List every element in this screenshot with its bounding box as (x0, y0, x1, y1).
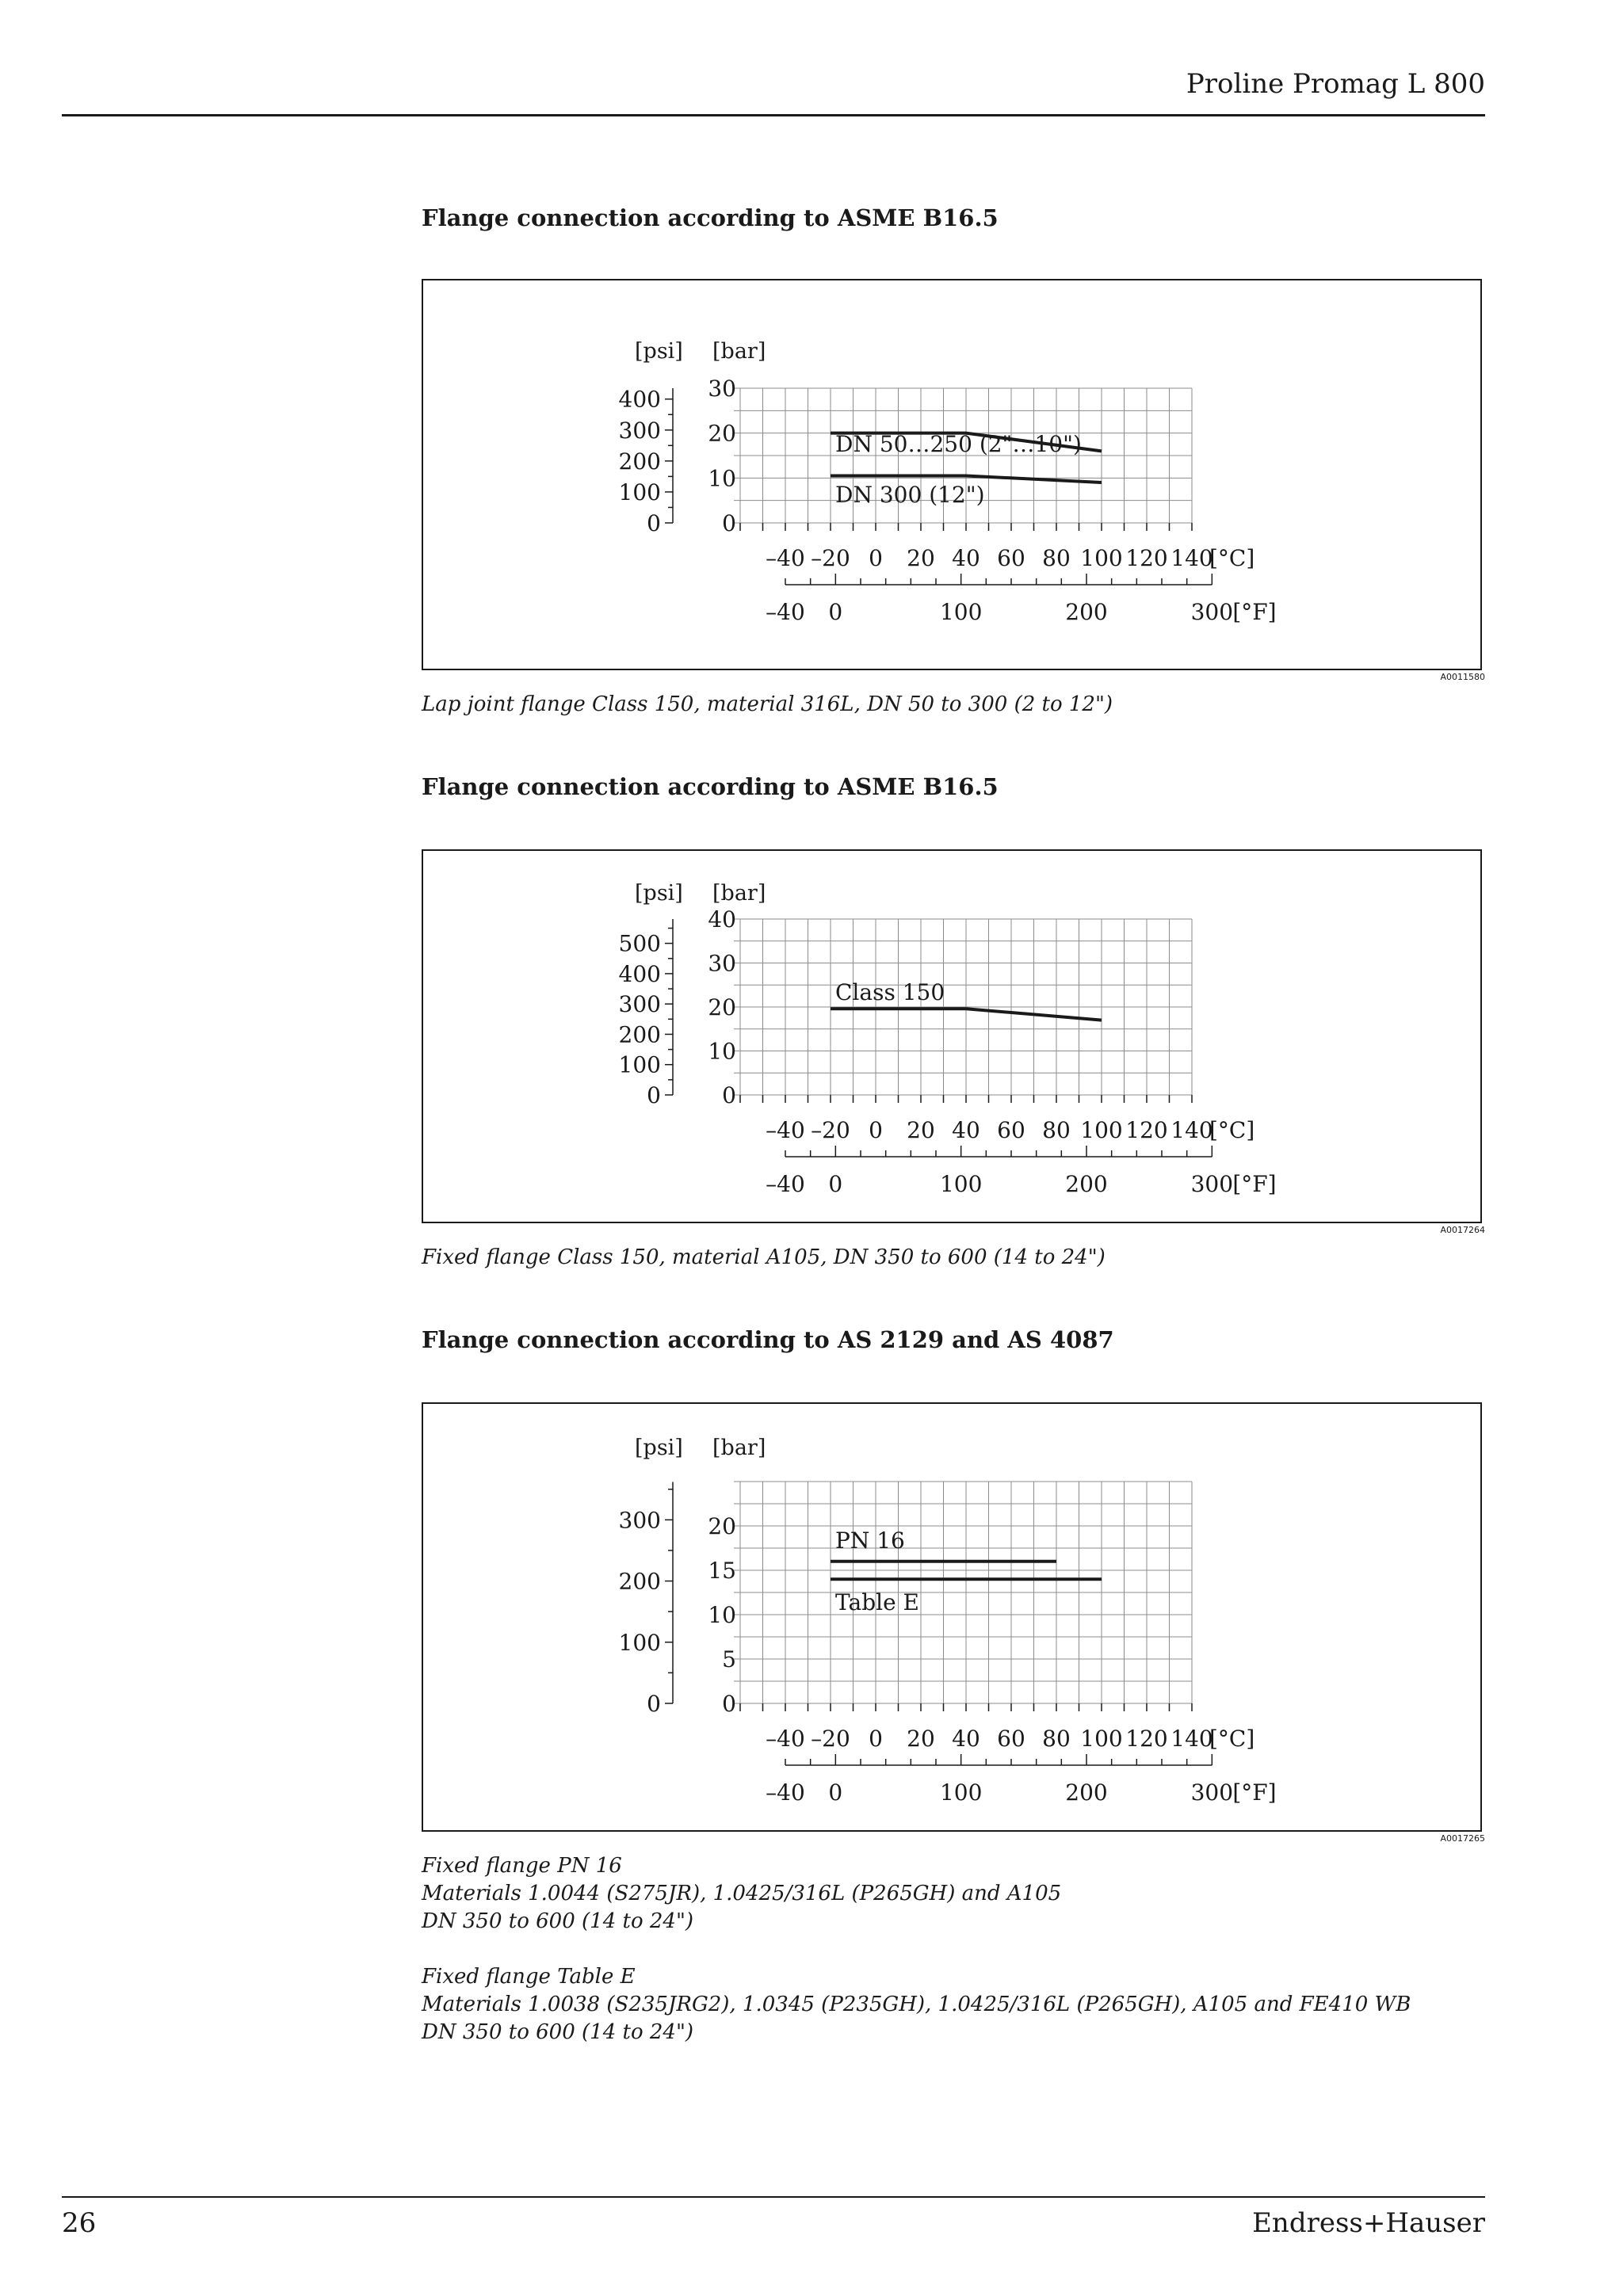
series-label: Class 150 (835, 979, 945, 1005)
psi-unit-label: [psi] (635, 1436, 683, 1460)
bar-tick-label: 5 (722, 1646, 736, 1672)
celsius-tick-label: 60 (997, 1117, 1025, 1143)
bar-tick-label: 20 (708, 1513, 736, 1539)
caption-line: DN 350 to 600 (14 to 24") (422, 1909, 694, 1933)
celsius-unit-label: [°C] (1209, 1117, 1255, 1143)
celsius-tick-label: 60 (997, 1726, 1025, 1752)
caption-line: DN 350 to 600 (14 to 24") (422, 2020, 694, 2044)
series-label: DN 300 (12") (835, 482, 985, 508)
celsius-tick-label: 100 (1080, 545, 1123, 571)
header-rule (62, 114, 1485, 116)
fahrenheit-tick-label: 200 (1065, 1171, 1108, 1197)
figure-frame-3 (422, 1402, 1482, 1832)
celsius-tick-label: 40 (952, 545, 980, 571)
psi-tick-label: 0 (647, 1082, 661, 1108)
celsius-tick-label: 100 (1080, 1117, 1123, 1143)
celsius-tick-label: –40 (766, 1117, 805, 1143)
celsius-tick-label: 20 (907, 1117, 935, 1143)
psi-tick-label: 100 (618, 479, 661, 505)
series-label: PN 16 (835, 1527, 905, 1554)
celsius-tick-label: 100 (1080, 1726, 1123, 1752)
psi-tick-label: 300 (618, 417, 661, 444)
figure-caption-2 (422, 1244, 1106, 1272)
psi-unit-label: [psi] (635, 339, 683, 364)
psi-tick-label: 0 (647, 1691, 661, 1717)
fahrenheit-tick-label: 200 (1065, 1779, 1108, 1806)
celsius-tick-label: 40 (952, 1726, 980, 1752)
bar-tick-label: 20 (708, 420, 736, 447)
bar-unit-label: [bar] (712, 881, 766, 906)
bar-tick-label: 0 (722, 1082, 736, 1108)
psi-tick-label: 100 (618, 1051, 661, 1078)
bar-tick-label: 10 (708, 465, 736, 492)
page-number: 26 (62, 2207, 97, 2239)
psi-tick-label: 200 (618, 448, 661, 475)
figure-id-2: A0017264 (1440, 1225, 1485, 1235)
bar-tick-label: 0 (722, 510, 736, 536)
pressure-temperature-chart-1 (423, 280, 1480, 669)
celsius-tick-label: –20 (811, 1726, 850, 1752)
fahrenheit-tick-label: 100 (939, 599, 983, 625)
document-title: Proline Promag L 800 (1186, 68, 1485, 100)
celsius-tick-label: 80 (1042, 1726, 1071, 1752)
bar-tick-label: 10 (708, 1038, 736, 1065)
celsius-tick-label: 20 (907, 1726, 935, 1752)
caption-line: Materials 1.0038 (S235JRG2), 1.0345 (P235GH), 1.0425/316L (P265GH), A105 and FE410 WB (422, 1993, 1411, 2016)
fahrenheit-tick-label: 300 (1190, 1779, 1234, 1806)
caption-line: Lap joint flange Class 150, material 316L, DN 50 to 300 (2 to 12") (422, 692, 1113, 716)
psi-tick-label: 300 (618, 1507, 661, 1534)
bar-tick-label: 40 (708, 906, 736, 933)
psi-tick-label: 0 (647, 510, 661, 536)
fahrenheit-tick-label: –40 (766, 1171, 805, 1197)
caption-line: Fixed flange Table E (422, 1965, 636, 1989)
bar-tick-label: 20 (708, 994, 736, 1020)
celsius-tick-label: 20 (907, 545, 935, 571)
section-heading-3: Flange connection according to AS 2129 and AS 4087 (422, 1326, 1114, 1353)
celsius-tick-label: 140 (1170, 1117, 1213, 1143)
celsius-tick-label: 0 (869, 545, 883, 571)
psi-tick-label: 200 (618, 1021, 661, 1048)
celsius-tick-label: 40 (952, 1117, 980, 1143)
footer-rule (62, 2196, 1485, 2198)
celsius-unit-label: [°C] (1209, 1726, 1255, 1752)
company-name: Endress+Hauser (1252, 2207, 1485, 2239)
fahrenheit-unit-label: [°F] (1232, 599, 1277, 625)
celsius-unit-label: [°C] (1209, 545, 1255, 571)
psi-tick-label: 300 (618, 991, 661, 1018)
bar-tick-label: 10 (708, 1602, 736, 1628)
celsius-tick-label: –40 (766, 545, 805, 571)
fahrenheit-tick-label: 0 (828, 599, 843, 625)
fahrenheit-tick-label: 100 (939, 1779, 983, 1806)
fahrenheit-tick-label: 300 (1190, 599, 1234, 625)
celsius-tick-label: 140 (1170, 545, 1213, 571)
fahrenheit-tick-label: 200 (1065, 599, 1108, 625)
celsius-tick-label: –40 (766, 1726, 805, 1752)
section-heading-1: Flange connection according to ASME B16.5 (422, 204, 999, 231)
celsius-tick-label: 140 (1170, 1726, 1213, 1752)
celsius-tick-label: –20 (811, 545, 850, 571)
celsius-tick-label: 0 (869, 1117, 883, 1143)
pressure-temperature-chart-3 (423, 1404, 1480, 1830)
psi-tick-label: 400 (618, 386, 661, 413)
fahrenheit-unit-label: [°F] (1232, 1779, 1277, 1806)
fahrenheit-tick-label: –40 (766, 599, 805, 625)
bar-tick-label: 30 (708, 376, 736, 402)
celsius-tick-label: –20 (811, 1117, 850, 1143)
celsius-tick-label: 120 (1125, 1726, 1168, 1752)
fahrenheit-tick-label: 0 (828, 1779, 843, 1806)
celsius-tick-label: 120 (1125, 1117, 1168, 1143)
series-label: DN 50…250 (2"…10") (835, 431, 1082, 457)
psi-tick-label: 400 (618, 960, 661, 987)
psi-tick-label: 200 (618, 1568, 661, 1595)
figure-frame-2 (422, 849, 1482, 1223)
caption-line: Materials 1.0044 (S275JR), 1.0425/316L (P265GH) and A105 (422, 1882, 1062, 1905)
figure-frame-1 (422, 279, 1482, 670)
fahrenheit-tick-label: 0 (828, 1171, 843, 1197)
celsius-tick-label: 80 (1042, 1117, 1071, 1143)
caption-spacer (422, 1936, 1411, 1963)
fahrenheit-tick-label: 300 (1190, 1171, 1234, 1197)
celsius-tick-label: 80 (1042, 545, 1071, 571)
fahrenheit-tick-label: 100 (939, 1171, 983, 1197)
figure-id-1: A0011580 (1440, 672, 1485, 682)
caption-line: Fixed flange Class 150, material A105, DN 350 to 600 (14 to 24") (422, 1245, 1106, 1269)
bar-tick-label: 0 (722, 1691, 736, 1717)
pressure-temperature-chart-2 (423, 851, 1480, 1222)
celsius-tick-label: 60 (997, 545, 1025, 571)
figure-caption-3 (422, 1852, 1411, 2046)
celsius-tick-label: 0 (869, 1726, 883, 1752)
bar-unit-label: [bar] (712, 339, 766, 364)
section-heading-2: Flange connection according to ASME B16.5 (422, 773, 999, 800)
bar-unit-label: [bar] (712, 1436, 766, 1460)
bar-tick-label: 30 (708, 950, 736, 977)
psi-tick-label: 500 (618, 930, 661, 957)
series-label: Table E (835, 1589, 919, 1615)
fahrenheit-tick-label: –40 (766, 1779, 805, 1806)
fahrenheit-unit-label: [°F] (1232, 1171, 1277, 1197)
celsius-tick-label: 120 (1125, 545, 1168, 571)
caption-line: Fixed flange PN 16 (422, 1854, 622, 1878)
bar-tick-label: 15 (708, 1558, 736, 1584)
figure-id-3: A0017265 (1440, 1833, 1485, 1844)
psi-unit-label: [psi] (635, 881, 683, 906)
psi-tick-label: 100 (618, 1629, 661, 1656)
figure-caption-1 (422, 691, 1113, 719)
